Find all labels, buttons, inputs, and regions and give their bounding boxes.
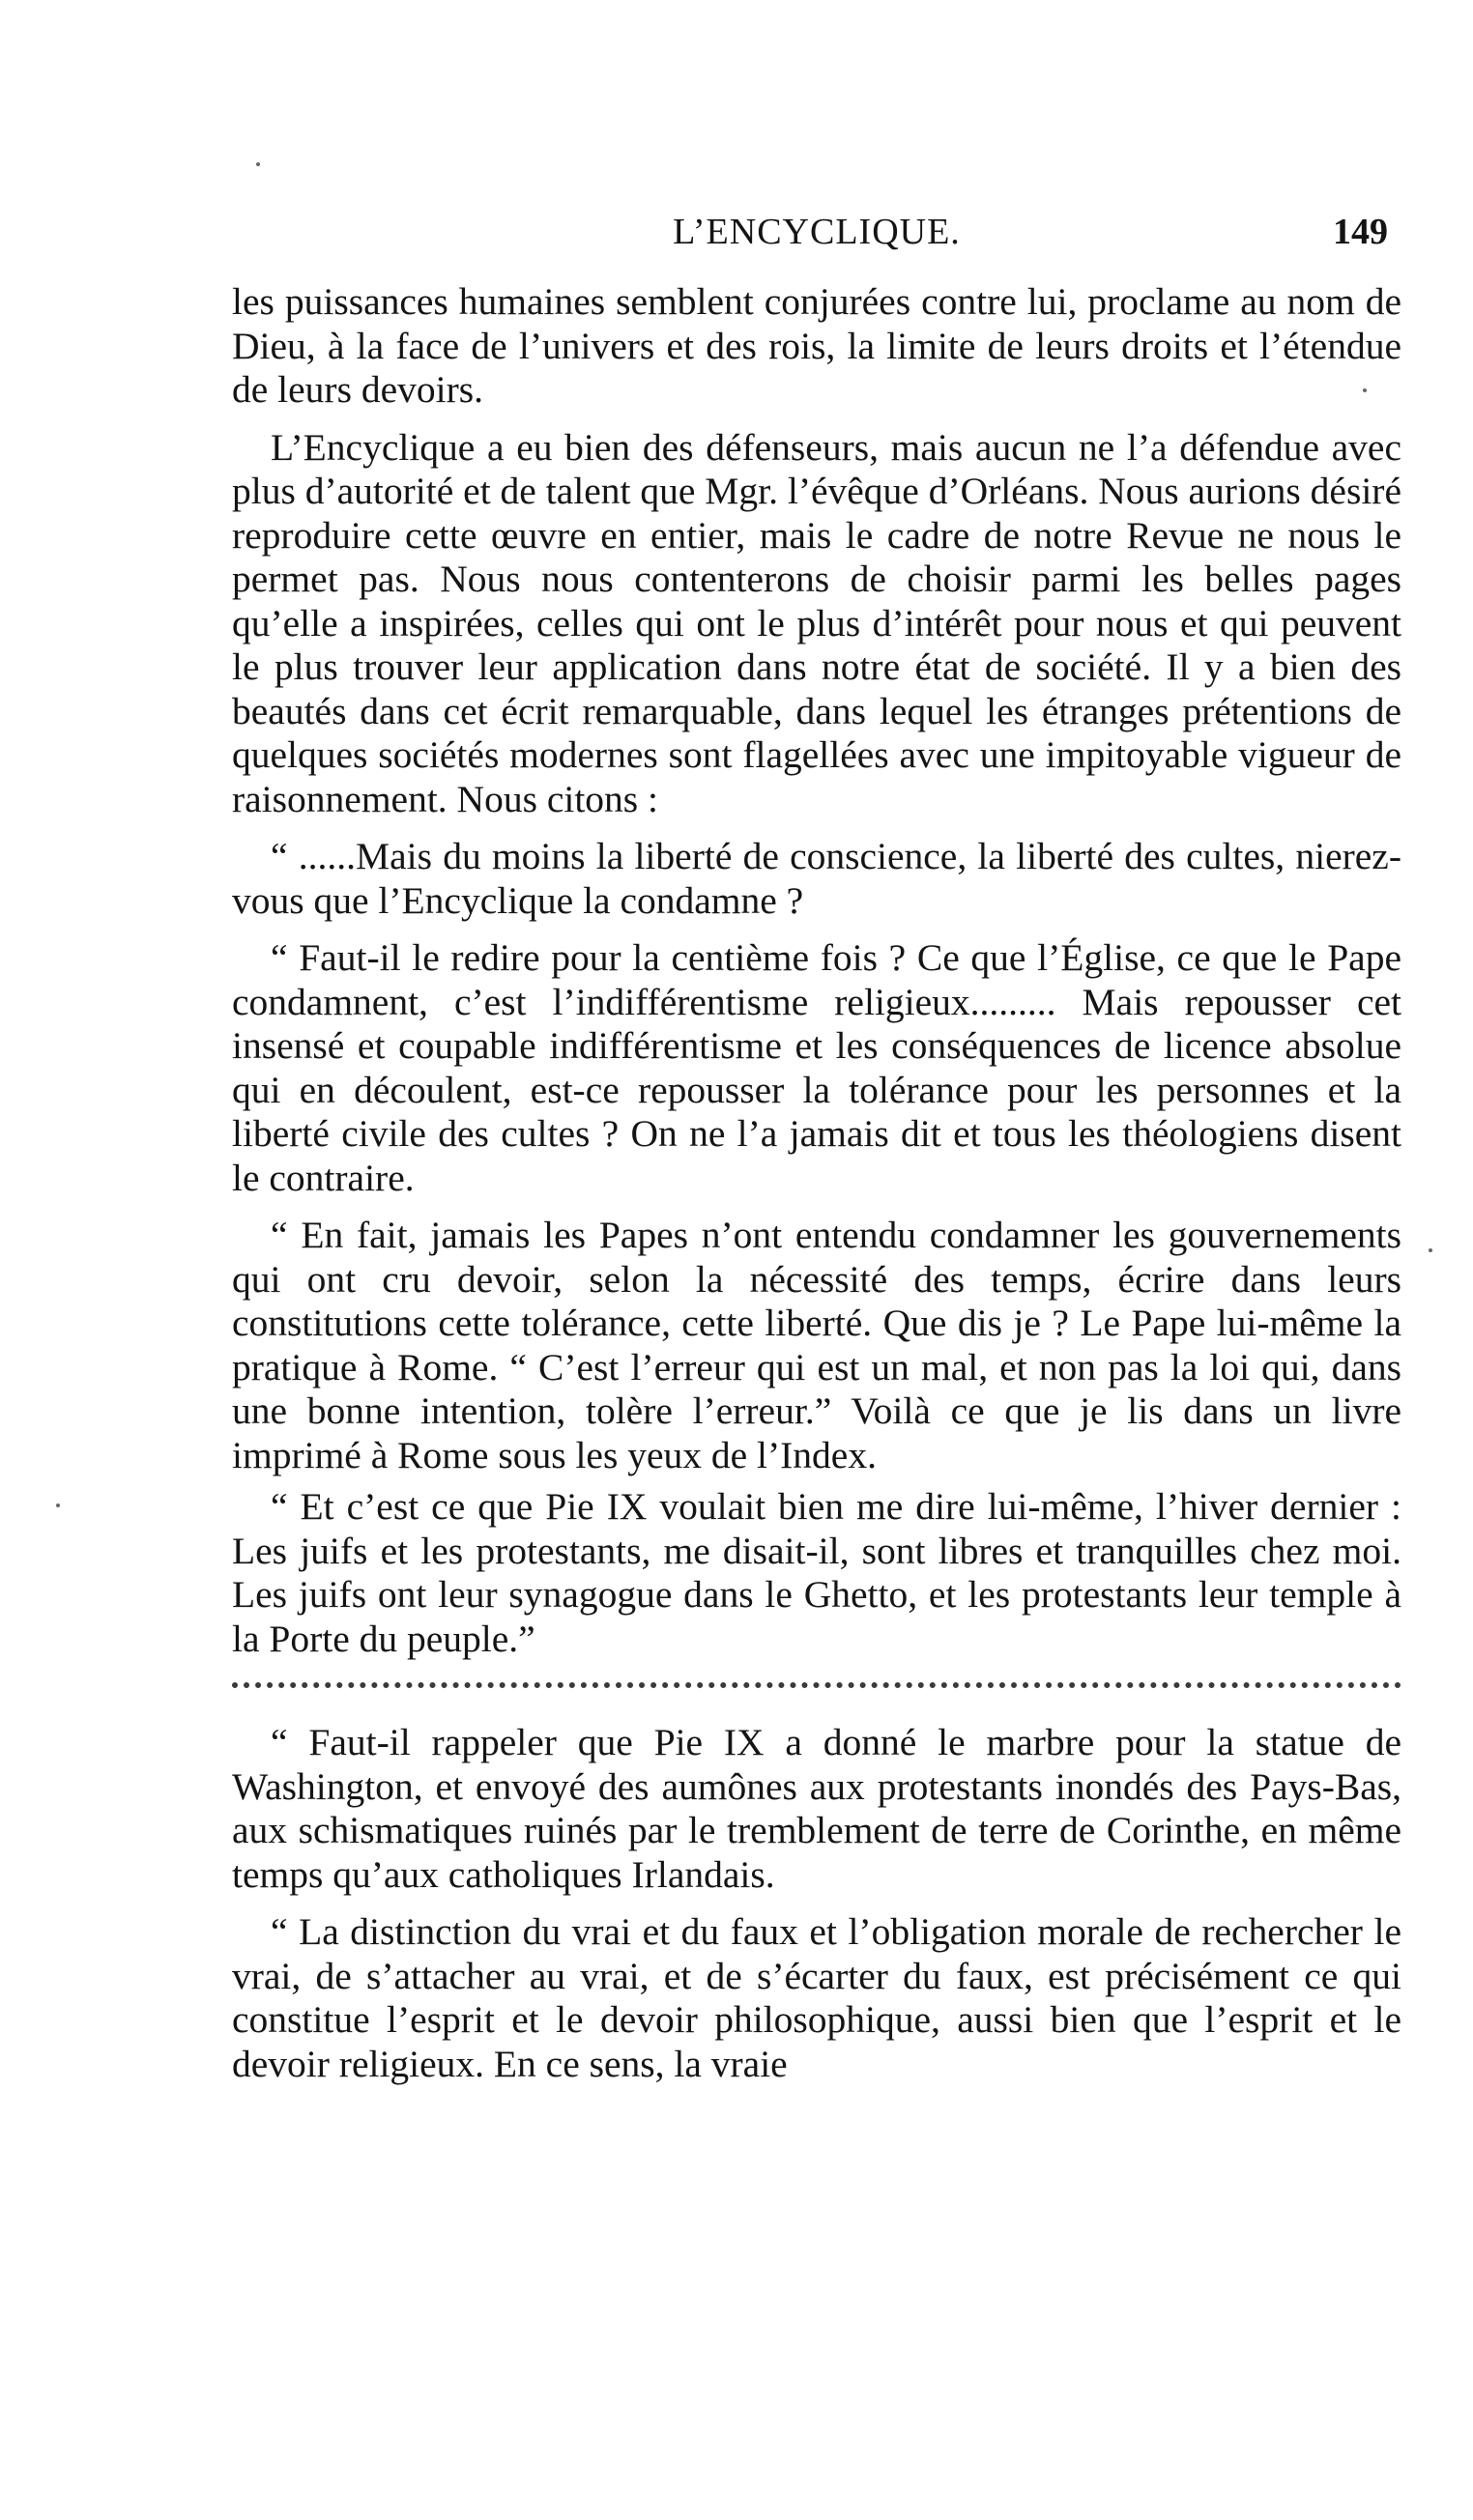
body-text xyxy=(232,280,1401,2086)
running-title: L’ENCYCLIQUE. xyxy=(673,212,961,252)
print-speck xyxy=(256,162,260,166)
print-speck xyxy=(1429,1248,1432,1252)
paragraph-quote-pie-ix: “ Et c’est ce que Pie IX voulait bien me dire lui-même, l’hiver dernier : Les juifs et les protestants, me disait-il, sont libres et tranquilles chez moi. Les juifs ont leur synagogue dans le Ghetto, et les protestants leur temple à la Porte du peuple.” xyxy=(232,1485,1401,1660)
paragraph-continuation: les puissances humaines semblent conjurées contre lui, proclame au nom de Dieu, à la face de l’univers et des rois, la limite de leurs droits et l’étendue de leurs devoirs. xyxy=(232,280,1401,411)
page-header xyxy=(232,211,1401,269)
ellipsis-separator xyxy=(232,1655,1401,1688)
page-number: 149 xyxy=(1333,212,1388,252)
paragraph-introduction: L’Encyclique a eu bien des défenseurs, mais aucun ne l’a défendue avec plus d’autorité et de talent que Mgr. l’évêque d’Orléans. Nous aurions désiré reproduire cette œuvre en entier, mais le cadre de notre Revue ne nous le permet pas. Nous nous contenterons de choisir parmi les belles pages qu’elle a inspirées, celles qui ont le plus d’intérêt pour nous et qui peuvent le plus trouver leur application dans notre état de société. Il y a bien des beautés dans cet écrit remarquable, dans lequel les étranges prétentions de quelques sociétés modernes sont flagellées avec une impitoyable vigueur de raisonnement. Nous citons : xyxy=(232,425,1401,820)
paragraph-quote-gouvernements: “ En fait, jamais les Papes n’ont entendu condamner les gouvernements qui ont cru devoir, selon la nécessité des temps, écrire dans leurs constitutions cette tolérance, cette liberté. Que dis je ? Le Pape lui-même la pratique à Rome. “ C’est l’erreur qui est un mal, et non pas la loi qui, dans une bonne intention, tolère l’erreur.” Voilà ce que je lis dans un livre imprimé à Rome sous les yeux de l’Index. xyxy=(232,1214,1401,1476)
paragraph-quote-washington: “ Faut-il rappeler que Pie IX a donné le marbre pour la statue de Washington, et envoyé des aumônes aux protestants inondés des Pays-Bas, aux schismatiques ruinés par le tremblement de terre de Corinthe, en même temps qu’aux catholiques Irlandais. xyxy=(232,1721,1401,1896)
print-speck xyxy=(56,1503,60,1507)
paragraph-quote-conscience: “ ......Mais du moins la liberté de conscience, la liberté des cultes, nierez-vous que l’Encyclique la condamne ? xyxy=(232,835,1401,922)
paragraph-quote-indifferentisme: “ Faut-il le redire pour la centième fois ? Ce que l’Église, ce que le Pape condamnent, c’est l’indifférentisme religieux......... Mais repousser cet insensé et coupable indifférentisme et les conséquences de licence absolue qui en découlent, est-ce repousser la tolérance pour les personnes et la liberté civile des cultes ? On ne l’a jamais dit et tous les théologiens disent le contraire. xyxy=(232,936,1401,1199)
print-speck xyxy=(1363,388,1367,392)
paragraph-quote-vrai-faux: “ La distinction du vrai et du faux et l’obligation morale de rechercher le vrai, de s’attacher au vrai, et de s’écarter du faux, est précisément ce qui constitue l’esprit et le devoir philosophique, aussi bien que l’esprit et le devoir religieux. En ce sens, la vraie xyxy=(232,1910,1401,2085)
